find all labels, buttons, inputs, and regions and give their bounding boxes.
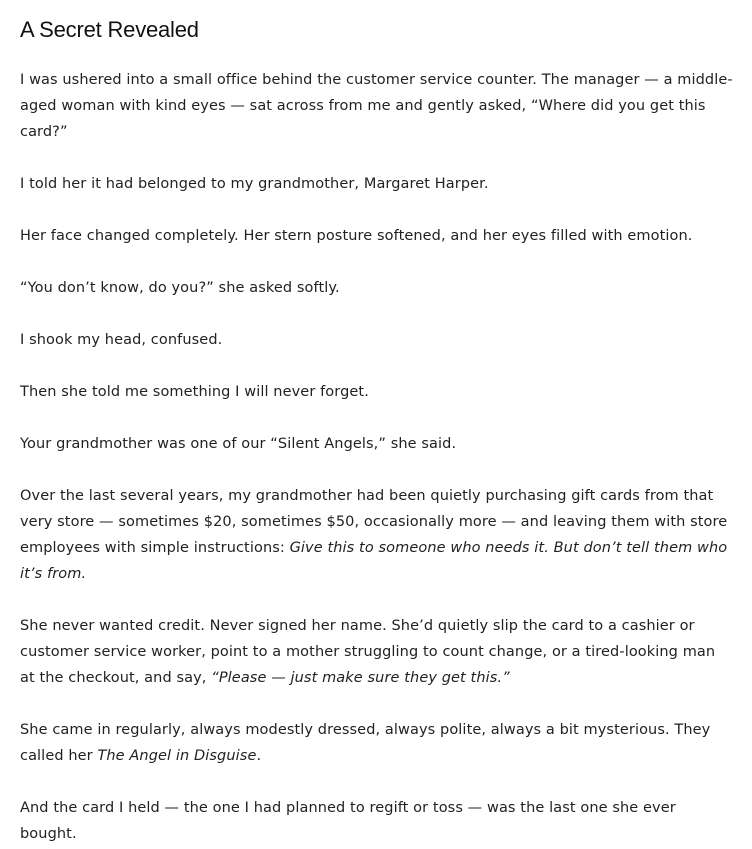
paragraph-text: I was ushered into a small office behind the customer service counter. The manager — a middle-aged woman with kind eyes — sat across from me and gently asked, “Where did you get this card?”: [20, 72, 733, 140]
italic-text: “Please — just make sure they get this.”: [211, 670, 510, 686]
paragraph-text: “You don’t know, do you?” she asked softly.: [20, 280, 340, 296]
paragraph-text: Over the last several years, my grandmother had been quietly purchasing gift cards from that very store — sometimes $20, sometimes $50, occasionally more — and leaving them with store employees with simple instructions:: [20, 488, 728, 556]
italic-text: Give this to someone who needs it. But don’t tell them who it’s from.: [20, 540, 728, 582]
article-paragraph: [20, 717, 734, 769]
article-paragraph: [20, 171, 734, 197]
italic-text: The Angel in Disguise: [97, 748, 257, 764]
article-paragraph: [20, 275, 734, 301]
article-paragraph: [20, 223, 734, 249]
paragraph-text: I told her it had belonged to my grandmother, Margaret Harper.: [20, 176, 489, 192]
article-paragraph: [20, 327, 734, 353]
paragraph-text: She came in regularly, always modestly dressed, always polite, always a bit mysterious. They called her: [20, 722, 711, 764]
paragraph-text: Then she told me something I will never forget.: [20, 384, 369, 400]
paragraph-text: I shook my head, confused.: [20, 332, 223, 348]
article-paragraph: [20, 379, 734, 405]
paragraph-text: Her face changed completely. Her stern posture softened, and her eyes filled with emotion.: [20, 228, 693, 244]
article-body: [20, 67, 734, 847]
article-paragraph: [20, 67, 734, 145]
article-paragraph: [20, 431, 734, 457]
paragraph-text: And the card I held — the one I had planned to regift or toss — was the last one she ever bought.: [20, 800, 676, 842]
paragraph-text: .: [256, 748, 262, 764]
article-title: A Secret Revealed: [20, 17, 199, 42]
article-paragraph: [20, 795, 734, 847]
article-paragraph: [20, 483, 734, 587]
article: [20, 14, 734, 847]
paragraph-text: Your grandmother was one of our “Silent Angels,” she said.: [20, 436, 457, 452]
article-paragraph: [20, 613, 734, 691]
paragraph-text: She never wanted credit. Never signed her name. She’d quietly slip the card to a cashier or customer service worker, point to a mother struggling to count change, or a tired-looking man at the checkout, and say,: [20, 618, 716, 686]
